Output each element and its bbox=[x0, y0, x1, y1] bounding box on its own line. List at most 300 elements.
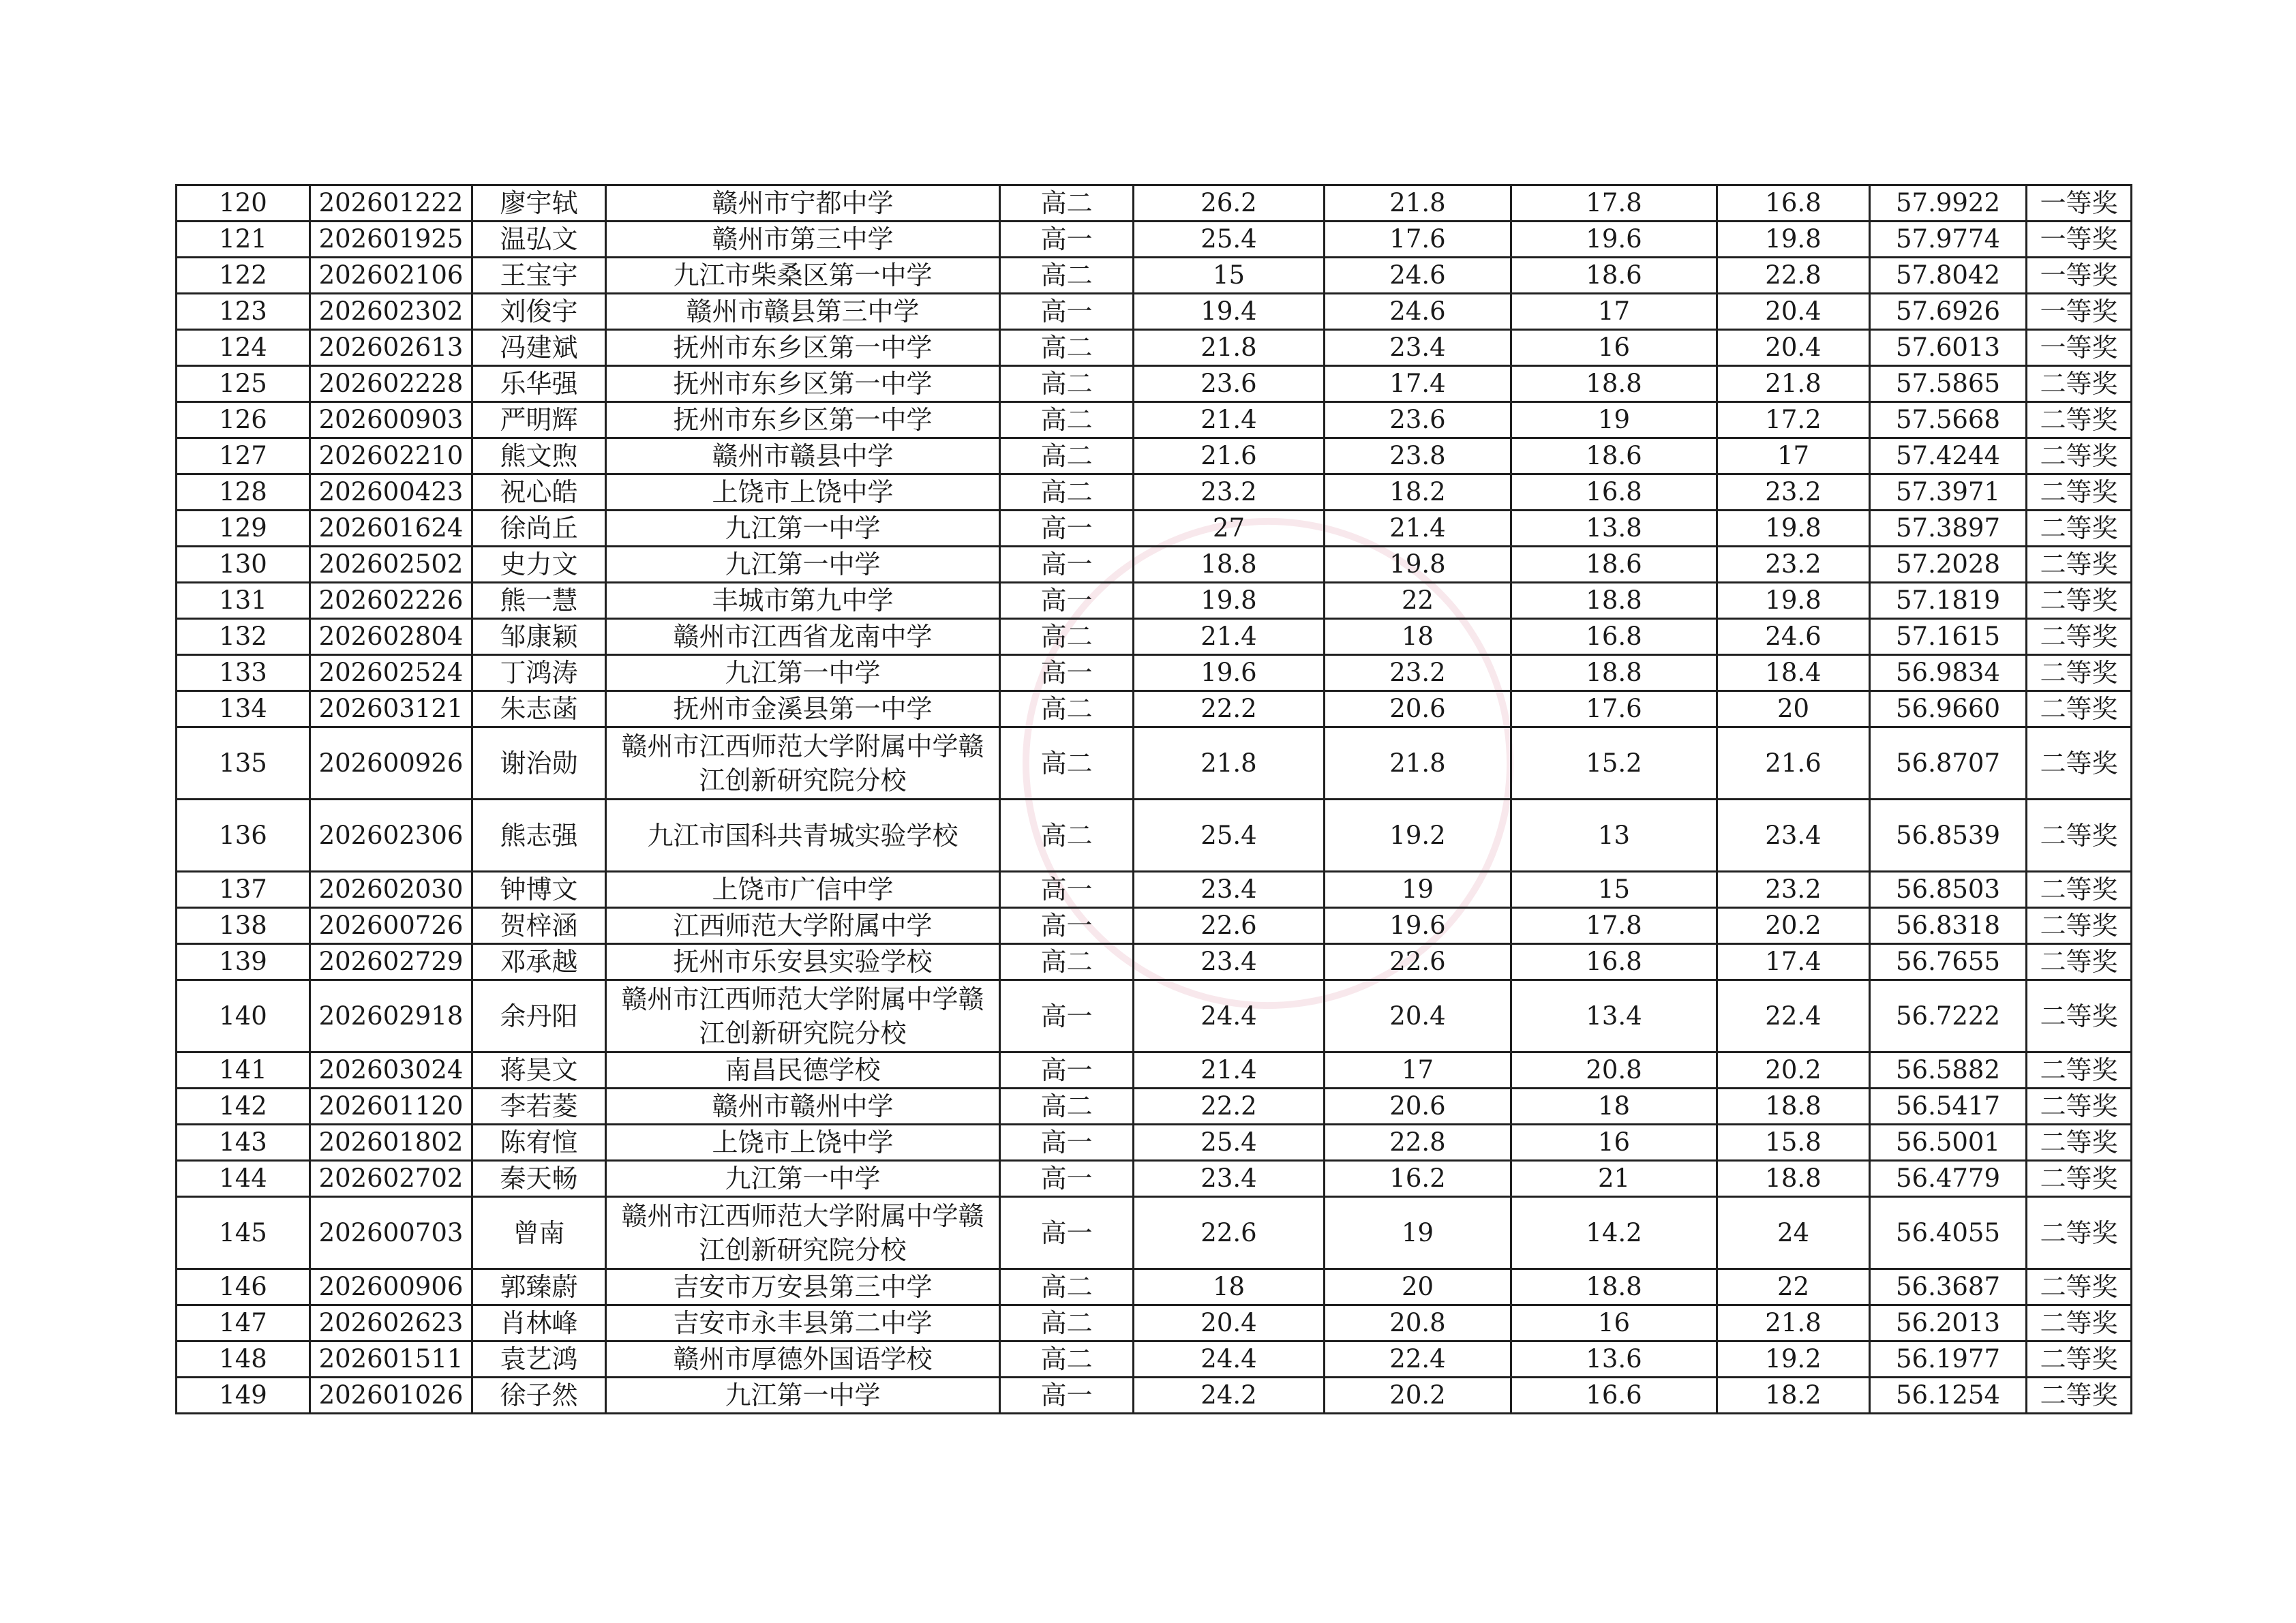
table-row bbox=[177, 944, 2132, 980]
score-3-cell: 18.8 bbox=[1511, 366, 1717, 402]
award-cell: 二等奖 bbox=[2027, 474, 2132, 511]
table-row bbox=[177, 185, 2132, 222]
table-row bbox=[177, 655, 2132, 691]
score-2-cell: 22.8 bbox=[1325, 1125, 1511, 1161]
name-cell: 熊一慧 bbox=[472, 583, 606, 619]
score-2-cell: 23.4 bbox=[1325, 330, 1511, 366]
school-cell: 江西师范大学附属中学 bbox=[606, 908, 1000, 944]
award-cell: 二等奖 bbox=[2027, 1269, 2132, 1305]
score-4-cell: 16.8 bbox=[1717, 185, 1870, 222]
grade-cell: 高二 bbox=[1000, 1341, 1134, 1378]
exam-id-cell: 202602623 bbox=[310, 1305, 472, 1341]
grade-cell: 高一 bbox=[1000, 1197, 1134, 1269]
total-score-cell: 56.8707 bbox=[1870, 727, 2027, 800]
score-3-cell: 16 bbox=[1511, 330, 1717, 366]
score-3-cell: 16.6 bbox=[1511, 1378, 1717, 1414]
score-1-cell: 19.6 bbox=[1134, 655, 1325, 691]
grade-cell: 高一 bbox=[1000, 1378, 1134, 1414]
rank-cell: 146 bbox=[177, 1269, 310, 1305]
name-cell: 谢治勋 bbox=[472, 727, 606, 800]
grade-cell: 高一 bbox=[1000, 655, 1134, 691]
name-cell: 王宝宇 bbox=[472, 258, 606, 294]
score-4-cell: 21.6 bbox=[1717, 727, 1870, 800]
score-3-cell: 18.6 bbox=[1511, 547, 1717, 583]
award-cell: 二等奖 bbox=[2027, 511, 2132, 547]
grade-cell: 高二 bbox=[1000, 366, 1134, 402]
award-cell: 二等奖 bbox=[2027, 438, 2132, 474]
award-cell: 二等奖 bbox=[2027, 619, 2132, 655]
rank-cell: 130 bbox=[177, 547, 310, 583]
score-4-cell: 24.6 bbox=[1717, 619, 1870, 655]
total-score-cell: 56.9660 bbox=[1870, 691, 2027, 727]
rank-cell: 149 bbox=[177, 1378, 310, 1414]
score-4-cell: 22 bbox=[1717, 1269, 1870, 1305]
score-4-cell: 17.2 bbox=[1717, 402, 1870, 438]
score-3-cell: 21 bbox=[1511, 1161, 1717, 1197]
table-row bbox=[177, 1089, 2132, 1125]
grade-cell: 高二 bbox=[1000, 800, 1134, 872]
name-cell: 朱志菡 bbox=[472, 691, 606, 727]
school-cell: 赣州市第三中学 bbox=[606, 222, 1000, 258]
score-4-cell: 23.2 bbox=[1717, 474, 1870, 511]
score-1-cell: 25.4 bbox=[1134, 222, 1325, 258]
score-3-cell: 13 bbox=[1511, 800, 1717, 872]
table-row bbox=[177, 474, 2132, 511]
score-3-cell: 15 bbox=[1511, 872, 1717, 908]
grade-cell: 高二 bbox=[1000, 330, 1134, 366]
score-1-cell: 27 bbox=[1134, 511, 1325, 547]
school-cell: 上饶市上饶中学 bbox=[606, 474, 1000, 511]
exam-id-cell: 202602106 bbox=[310, 258, 472, 294]
exam-id-cell: 202603121 bbox=[310, 691, 472, 727]
name-cell: 乐华强 bbox=[472, 366, 606, 402]
rank-cell: 145 bbox=[177, 1197, 310, 1269]
grade-cell: 高二 bbox=[1000, 402, 1134, 438]
grade-cell: 高二 bbox=[1000, 944, 1134, 980]
school-cell: 赣州市赣县第三中学 bbox=[606, 294, 1000, 330]
score-2-cell: 20.4 bbox=[1325, 980, 1511, 1052]
total-score-cell: 56.9834 bbox=[1870, 655, 2027, 691]
score-2-cell: 20.6 bbox=[1325, 691, 1511, 727]
grade-cell: 高一 bbox=[1000, 1161, 1134, 1197]
score-3-cell: 16.8 bbox=[1511, 944, 1717, 980]
score-4-cell: 19.8 bbox=[1717, 511, 1870, 547]
exam-id-cell: 202602729 bbox=[310, 944, 472, 980]
exam-id-cell: 202602210 bbox=[310, 438, 472, 474]
score-2-cell: 22.4 bbox=[1325, 1341, 1511, 1378]
award-cell: 一等奖 bbox=[2027, 294, 2132, 330]
score-1-cell: 21.4 bbox=[1134, 619, 1325, 655]
score-1-cell: 23.4 bbox=[1134, 944, 1325, 980]
total-score-cell: 56.5417 bbox=[1870, 1089, 2027, 1125]
rank-cell: 135 bbox=[177, 727, 310, 800]
rank-cell: 126 bbox=[177, 402, 310, 438]
award-cell: 二等奖 bbox=[2027, 872, 2132, 908]
score-1-cell: 25.4 bbox=[1134, 800, 1325, 872]
school-cell: 丰城市第九中学 bbox=[606, 583, 1000, 619]
table-row bbox=[177, 438, 2132, 474]
score-3-cell: 16.8 bbox=[1511, 474, 1717, 511]
total-score-cell: 56.8539 bbox=[1870, 800, 2027, 872]
score-1-cell: 24.2 bbox=[1134, 1378, 1325, 1414]
score-3-cell: 19 bbox=[1511, 402, 1717, 438]
rank-cell: 139 bbox=[177, 944, 310, 980]
rank-cell: 125 bbox=[177, 366, 310, 402]
rank-cell: 143 bbox=[177, 1125, 310, 1161]
score-3-cell: 17.8 bbox=[1511, 185, 1717, 222]
name-cell: 蒋昊文 bbox=[472, 1052, 606, 1089]
score-4-cell: 24 bbox=[1717, 1197, 1870, 1269]
table-row bbox=[177, 222, 2132, 258]
total-score-cell: 57.9922 bbox=[1870, 185, 2027, 222]
grade-cell: 高一 bbox=[1000, 872, 1134, 908]
score-4-cell: 22.8 bbox=[1717, 258, 1870, 294]
school-cell: 九江市国科共青城实验学校 bbox=[606, 800, 1000, 872]
score-1-cell: 21.8 bbox=[1134, 330, 1325, 366]
grade-cell: 高一 bbox=[1000, 583, 1134, 619]
award-cell: 一等奖 bbox=[2027, 330, 2132, 366]
school-cell: 南昌民德学校 bbox=[606, 1052, 1000, 1089]
score-2-cell: 19 bbox=[1325, 872, 1511, 908]
award-cell: 二等奖 bbox=[2027, 1125, 2132, 1161]
exam-id-cell: 202602502 bbox=[310, 547, 472, 583]
score-3-cell: 19.6 bbox=[1511, 222, 1717, 258]
award-cell: 二等奖 bbox=[2027, 1161, 2132, 1197]
score-4-cell: 20 bbox=[1717, 691, 1870, 727]
school-cell: 吉安市万安县第三中学 bbox=[606, 1269, 1000, 1305]
score-2-cell: 21.8 bbox=[1325, 185, 1511, 222]
exam-id-cell: 202601026 bbox=[310, 1378, 472, 1414]
award-cell: 二等奖 bbox=[2027, 908, 2132, 944]
school-cell: 抚州市乐安县实验学校 bbox=[606, 944, 1000, 980]
score-2-cell: 20.2 bbox=[1325, 1378, 1511, 1414]
name-cell: 郭臻蔚 bbox=[472, 1269, 606, 1305]
table-row bbox=[177, 908, 2132, 944]
name-cell: 贺梓涵 bbox=[472, 908, 606, 944]
table-row bbox=[177, 1269, 2132, 1305]
score-3-cell: 17.8 bbox=[1511, 908, 1717, 944]
exam-id-cell: 202602804 bbox=[310, 619, 472, 655]
score-3-cell: 14.2 bbox=[1511, 1197, 1717, 1269]
score-2-cell: 19.6 bbox=[1325, 908, 1511, 944]
award-cell: 二等奖 bbox=[2027, 800, 2132, 872]
name-cell: 李若菱 bbox=[472, 1089, 606, 1125]
grade-cell: 高一 bbox=[1000, 980, 1134, 1052]
score-1-cell: 22.2 bbox=[1134, 1089, 1325, 1125]
score-3-cell: 16 bbox=[1511, 1305, 1717, 1341]
name-cell: 曾南 bbox=[472, 1197, 606, 1269]
award-cell: 二等奖 bbox=[2027, 402, 2132, 438]
total-score-cell: 56.5001 bbox=[1870, 1125, 2027, 1161]
grade-cell: 高二 bbox=[1000, 727, 1134, 800]
rank-cell: 137 bbox=[177, 872, 310, 908]
rank-cell: 141 bbox=[177, 1052, 310, 1089]
score-3-cell: 18.6 bbox=[1511, 258, 1717, 294]
score-4-cell: 15.8 bbox=[1717, 1125, 1870, 1161]
school-cell: 赣州市江西师范大学附属中学赣江创新研究院分校 bbox=[606, 980, 1000, 1052]
score-1-cell: 23.4 bbox=[1134, 1161, 1325, 1197]
score-1-cell: 22.2 bbox=[1134, 691, 1325, 727]
score-4-cell: 20.2 bbox=[1717, 908, 1870, 944]
rank-cell: 122 bbox=[177, 258, 310, 294]
award-cell: 二等奖 bbox=[2027, 727, 2132, 800]
exam-id-cell: 202601511 bbox=[310, 1341, 472, 1378]
total-score-cell: 56.2013 bbox=[1870, 1305, 2027, 1341]
total-score-cell: 57.3971 bbox=[1870, 474, 2027, 511]
score-3-cell: 16.8 bbox=[1511, 619, 1717, 655]
score-2-cell: 17.4 bbox=[1325, 366, 1511, 402]
school-cell: 上饶市上饶中学 bbox=[606, 1125, 1000, 1161]
table-row bbox=[177, 366, 2132, 402]
exam-id-cell: 202600423 bbox=[310, 474, 472, 511]
award-cell: 二等奖 bbox=[2027, 1052, 2132, 1089]
exam-id-cell: 202600903 bbox=[310, 402, 472, 438]
grade-cell: 高一 bbox=[1000, 511, 1134, 547]
score-4-cell: 17 bbox=[1717, 438, 1870, 474]
grade-cell: 高二 bbox=[1000, 619, 1134, 655]
score-4-cell: 20.4 bbox=[1717, 330, 1870, 366]
rank-cell: 133 bbox=[177, 655, 310, 691]
table-row bbox=[177, 1341, 2132, 1378]
name-cell: 严明辉 bbox=[472, 402, 606, 438]
award-cell: 一等奖 bbox=[2027, 258, 2132, 294]
score-4-cell: 20.2 bbox=[1717, 1052, 1870, 1089]
exam-id-cell: 202602306 bbox=[310, 800, 472, 872]
score-1-cell: 21.4 bbox=[1134, 402, 1325, 438]
score-2-cell: 21.8 bbox=[1325, 727, 1511, 800]
name-cell: 肖林峰 bbox=[472, 1305, 606, 1341]
score-1-cell: 18 bbox=[1134, 1269, 1325, 1305]
school-cell: 九江第一中学 bbox=[606, 1378, 1000, 1414]
rank-cell: 134 bbox=[177, 691, 310, 727]
score-4-cell: 20.4 bbox=[1717, 294, 1870, 330]
school-cell: 赣州市厚德外国语学校 bbox=[606, 1341, 1000, 1378]
score-2-cell: 17.6 bbox=[1325, 222, 1511, 258]
table-row bbox=[177, 1052, 2132, 1089]
total-score-cell: 57.4244 bbox=[1870, 438, 2027, 474]
score-2-cell: 19.8 bbox=[1325, 547, 1511, 583]
table-row bbox=[177, 511, 2132, 547]
table-row bbox=[177, 691, 2132, 727]
table-row bbox=[177, 727, 2132, 800]
rank-cell: 131 bbox=[177, 583, 310, 619]
score-4-cell: 19.8 bbox=[1717, 583, 1870, 619]
score-4-cell: 19.2 bbox=[1717, 1341, 1870, 1378]
score-1-cell: 21.4 bbox=[1134, 1052, 1325, 1089]
school-cell: 上饶市广信中学 bbox=[606, 872, 1000, 908]
school-cell: 赣州市赣州中学 bbox=[606, 1089, 1000, 1125]
total-score-cell: 56.4779 bbox=[1870, 1161, 2027, 1197]
score-3-cell: 18.8 bbox=[1511, 1269, 1717, 1305]
school-cell: 九江第一中学 bbox=[606, 655, 1000, 691]
score-1-cell: 24.4 bbox=[1134, 980, 1325, 1052]
name-cell: 熊文煦 bbox=[472, 438, 606, 474]
score-2-cell: 20.6 bbox=[1325, 1089, 1511, 1125]
score-3-cell: 20.8 bbox=[1511, 1052, 1717, 1089]
table-row bbox=[177, 258, 2132, 294]
total-score-cell: 56.1977 bbox=[1870, 1341, 2027, 1378]
score-2-cell: 22.6 bbox=[1325, 944, 1511, 980]
total-score-cell: 57.1615 bbox=[1870, 619, 2027, 655]
score-4-cell: 18.4 bbox=[1717, 655, 1870, 691]
rank-cell: 148 bbox=[177, 1341, 310, 1378]
grade-cell: 高二 bbox=[1000, 258, 1134, 294]
score-1-cell: 22.6 bbox=[1134, 908, 1325, 944]
total-score-cell: 56.4055 bbox=[1870, 1197, 2027, 1269]
school-cell: 九江第一中学 bbox=[606, 547, 1000, 583]
table-row bbox=[177, 1197, 2132, 1269]
total-score-cell: 57.5865 bbox=[1870, 366, 2027, 402]
results-table-body bbox=[177, 185, 2132, 1414]
award-cell: 一等奖 bbox=[2027, 185, 2132, 222]
name-cell: 熊志强 bbox=[472, 800, 606, 872]
table-row bbox=[177, 294, 2132, 330]
total-score-cell: 56.5882 bbox=[1870, 1052, 2027, 1089]
score-4-cell: 22.4 bbox=[1717, 980, 1870, 1052]
score-4-cell: 21.8 bbox=[1717, 1305, 1870, 1341]
exam-id-cell: 202603024 bbox=[310, 1052, 472, 1089]
name-cell: 温弘文 bbox=[472, 222, 606, 258]
score-1-cell: 15 bbox=[1134, 258, 1325, 294]
name-cell: 秦天畅 bbox=[472, 1161, 606, 1197]
score-2-cell: 20.8 bbox=[1325, 1305, 1511, 1341]
table-row bbox=[177, 1305, 2132, 1341]
exam-id-cell: 202602226 bbox=[310, 583, 472, 619]
score-2-cell: 17 bbox=[1325, 1052, 1511, 1089]
score-2-cell: 23.6 bbox=[1325, 402, 1511, 438]
score-3-cell: 17 bbox=[1511, 294, 1717, 330]
total-score-cell: 56.8318 bbox=[1870, 908, 2027, 944]
award-cell: 二等奖 bbox=[2027, 366, 2132, 402]
score-2-cell: 23.2 bbox=[1325, 655, 1511, 691]
rank-cell: 120 bbox=[177, 185, 310, 222]
table-row bbox=[177, 872, 2132, 908]
grade-cell: 高一 bbox=[1000, 1052, 1134, 1089]
award-cell: 二等奖 bbox=[2027, 1341, 2132, 1378]
name-cell: 丁鸿涛 bbox=[472, 655, 606, 691]
award-cell: 二等奖 bbox=[2027, 1089, 2132, 1125]
award-cell: 二等奖 bbox=[2027, 944, 2132, 980]
school-cell: 九江第一中学 bbox=[606, 1161, 1000, 1197]
table-row bbox=[177, 1378, 2132, 1414]
name-cell: 邓承越 bbox=[472, 944, 606, 980]
exam-id-cell: 202601802 bbox=[310, 1125, 472, 1161]
score-3-cell: 18.6 bbox=[1511, 438, 1717, 474]
score-1-cell: 19.8 bbox=[1134, 583, 1325, 619]
exam-id-cell: 202602613 bbox=[310, 330, 472, 366]
score-4-cell: 18.8 bbox=[1717, 1161, 1870, 1197]
score-1-cell: 23.4 bbox=[1134, 872, 1325, 908]
total-score-cell: 57.5668 bbox=[1870, 402, 2027, 438]
school-cell: 九江第一中学 bbox=[606, 511, 1000, 547]
score-4-cell: 18.2 bbox=[1717, 1378, 1870, 1414]
rank-cell: 140 bbox=[177, 980, 310, 1052]
table-row bbox=[177, 330, 2132, 366]
school-cell: 抚州市东乡区第一中学 bbox=[606, 330, 1000, 366]
score-3-cell: 18.8 bbox=[1511, 655, 1717, 691]
exam-id-cell: 202600906 bbox=[310, 1269, 472, 1305]
exam-id-cell: 202602302 bbox=[310, 294, 472, 330]
school-cell: 吉安市永丰县第二中学 bbox=[606, 1305, 1000, 1341]
name-cell: 史力文 bbox=[472, 547, 606, 583]
exam-id-cell: 202602524 bbox=[310, 655, 472, 691]
score-1-cell: 19.4 bbox=[1134, 294, 1325, 330]
grade-cell: 高二 bbox=[1000, 1089, 1134, 1125]
award-cell: 二等奖 bbox=[2027, 1305, 2132, 1341]
rank-cell: 138 bbox=[177, 908, 310, 944]
exam-id-cell: 202600703 bbox=[310, 1197, 472, 1269]
table-row bbox=[177, 619, 2132, 655]
grade-cell: 高一 bbox=[1000, 294, 1134, 330]
total-score-cell: 57.1819 bbox=[1870, 583, 2027, 619]
table-row bbox=[177, 1125, 2132, 1161]
school-cell: 抚州市东乡区第一中学 bbox=[606, 366, 1000, 402]
total-score-cell: 56.7655 bbox=[1870, 944, 2027, 980]
score-4-cell: 19.8 bbox=[1717, 222, 1870, 258]
name-cell: 廖宇轼 bbox=[472, 185, 606, 222]
school-cell: 赣州市江西师范大学附属中学赣江创新研究院分校 bbox=[606, 1197, 1000, 1269]
exam-id-cell: 202601925 bbox=[310, 222, 472, 258]
score-2-cell: 24.6 bbox=[1325, 258, 1511, 294]
score-2-cell: 19 bbox=[1325, 1197, 1511, 1269]
score-2-cell: 22 bbox=[1325, 583, 1511, 619]
score-2-cell: 16.2 bbox=[1325, 1161, 1511, 1197]
name-cell: 刘俊宇 bbox=[472, 294, 606, 330]
table-row bbox=[177, 980, 2132, 1052]
table-row bbox=[177, 800, 2132, 872]
rank-cell: 142 bbox=[177, 1089, 310, 1125]
name-cell: 余丹阳 bbox=[472, 980, 606, 1052]
grade-cell: 高二 bbox=[1000, 185, 1134, 222]
score-1-cell: 20.4 bbox=[1134, 1305, 1325, 1341]
score-1-cell: 26.2 bbox=[1134, 185, 1325, 222]
table-row bbox=[177, 1161, 2132, 1197]
score-4-cell: 23.4 bbox=[1717, 800, 1870, 872]
score-3-cell: 18.8 bbox=[1511, 583, 1717, 619]
award-cell: 二等奖 bbox=[2027, 1378, 2132, 1414]
name-cell: 钟博文 bbox=[472, 872, 606, 908]
grade-cell: 高一 bbox=[1000, 908, 1134, 944]
school-cell: 抚州市金溪县第一中学 bbox=[606, 691, 1000, 727]
name-cell: 陈宥愃 bbox=[472, 1125, 606, 1161]
exam-id-cell: 202600926 bbox=[310, 727, 472, 800]
score-4-cell: 23.2 bbox=[1717, 547, 1870, 583]
score-3-cell: 18 bbox=[1511, 1089, 1717, 1125]
award-cell: 二等奖 bbox=[2027, 691, 2132, 727]
score-4-cell: 21.8 bbox=[1717, 366, 1870, 402]
score-2-cell: 23.8 bbox=[1325, 438, 1511, 474]
school-cell: 抚州市东乡区第一中学 bbox=[606, 402, 1000, 438]
table-row bbox=[177, 402, 2132, 438]
score-1-cell: 23.6 bbox=[1134, 366, 1325, 402]
name-cell: 邹康颖 bbox=[472, 619, 606, 655]
rank-cell: 129 bbox=[177, 511, 310, 547]
score-4-cell: 17.4 bbox=[1717, 944, 1870, 980]
score-1-cell: 18.8 bbox=[1134, 547, 1325, 583]
rank-cell: 121 bbox=[177, 222, 310, 258]
total-score-cell: 57.6926 bbox=[1870, 294, 2027, 330]
school-cell: 赣州市江西省龙南中学 bbox=[606, 619, 1000, 655]
total-score-cell: 57.9774 bbox=[1870, 222, 2027, 258]
total-score-cell: 56.1254 bbox=[1870, 1378, 2027, 1414]
score-1-cell: 22.6 bbox=[1134, 1197, 1325, 1269]
name-cell: 徐尚丘 bbox=[472, 511, 606, 547]
table-row bbox=[177, 583, 2132, 619]
award-cell: 二等奖 bbox=[2027, 980, 2132, 1052]
score-2-cell: 20 bbox=[1325, 1269, 1511, 1305]
award-cell: 二等奖 bbox=[2027, 547, 2132, 583]
exam-id-cell: 202602228 bbox=[310, 366, 472, 402]
